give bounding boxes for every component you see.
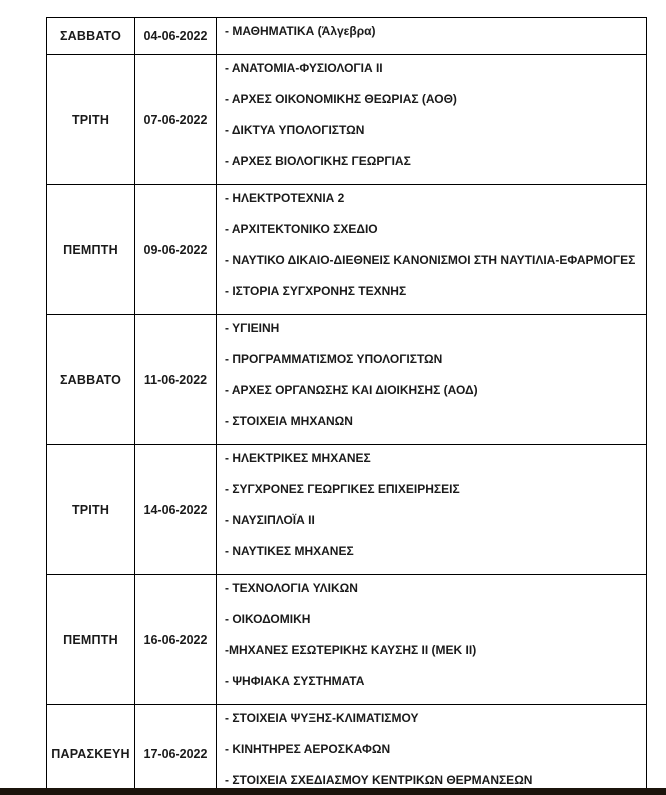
table-row (47, 575, 647, 705)
subjects-cell (217, 185, 647, 315)
subject-item: - ΑΡΧΙΤΕΚΤΟΝΙΚΟ ΣΧΕΔΙΟ (225, 222, 378, 236)
subject-item: - ΤΕΧΝΟΛΟΓΙΑ ΥΛΙΚΩΝ (225, 581, 358, 595)
subject-item: - ΟΙΚΟΔΟΜΙΚΗ (225, 612, 311, 626)
subject-item: - ΝΑΥΣΙΠΛΟΪΑ II (225, 513, 315, 527)
table-row (47, 445, 647, 575)
subject-item: - ΑΝΑΤΟΜΙΑ-ΦΥΣΙΟΛΟΓΙΑ II (225, 61, 383, 75)
subject-item: - ΣΤΟΙΧΕΙΑ ΜΗΧΑΝΩΝ (225, 414, 353, 428)
table-row (47, 705, 647, 795)
table-row (47, 55, 647, 185)
date-cell: 14-06-2022 (135, 445, 217, 575)
subject-item: - ΚΙΝΗΤΗΡΕΣ ΑΕΡΟΣΚΑΦΩΝ (225, 742, 391, 756)
table-row (47, 315, 647, 445)
table-row (47, 18, 647, 55)
day-cell: ΣΑΒΒΑΤΟ (47, 18, 135, 55)
subject-item: - ΔΙΚΤΥΑ ΥΠΟΛΟΓΙΣΤΩΝ (225, 123, 365, 137)
exam-schedule-body (47, 18, 647, 795)
subject-item: - ΠΡΟΓΡΑΜΜΑΤΙΣΜΟΣ ΥΠΟΛΟΓΙΣΤΩΝ (225, 352, 443, 366)
day-cell: ΠΑΡΑΣΚΕΥΗ (47, 705, 135, 795)
subjects-cell (217, 55, 647, 185)
subject-item: - ΣΤΟΙΧΕΙΑ ΨΥΞΗΣ-ΚΛΙΜΑΤΙΣΜΟΥ (225, 711, 419, 725)
page-bottom-bar (0, 788, 666, 795)
table-row (47, 185, 647, 315)
day-cell: ΠΕΜΠΤΗ (47, 185, 135, 315)
subject-item: -ΜΗΧΑΝΕΣ ΕΣΩΤΕΡΙΚΗΣ ΚΑΥΣΗΣ II (ΜΕΚ II) (225, 643, 477, 657)
day-cell: ΣΑΒΒΑΤΟ (47, 315, 135, 445)
subject-item: - ΥΓΙΕΙΝΗ (225, 321, 280, 335)
subject-item: - ΑΡΧΕΣ ΟΡΓΑΝΩΣΗΣ ΚΑΙ ΔΙΟΙΚΗΣΗΣ (ΑΟΔ) (225, 383, 478, 397)
subjects-cell (217, 445, 647, 575)
day-cell: ΤΡΙΤΗ (47, 55, 135, 185)
subject-item: - ΜΑΘΗΜΑΤΙΚΑ (Άλγεβρα) (225, 24, 376, 38)
subject-item: - ΑΡΧΕΣ ΟΙΚΟΝΟΜΙΚΗΣ ΘΕΩΡΙΑΣ (ΑΟΘ) (225, 92, 457, 106)
subjects-cell (217, 705, 647, 795)
subjects-cell (217, 575, 647, 705)
subject-item: - ΣΥΓΧΡΟΝΕΣ ΓΕΩΡΓΙΚΕΣ ΕΠΙΧΕΙΡΗΣΕΙΣ (225, 482, 460, 496)
date-cell: 11-06-2022 (135, 315, 217, 445)
subjects-cell (217, 18, 647, 55)
subject-item: - ΙΣΤΟΡΙΑ ΣΥΓΧΡΟΝΗΣ ΤΕΧΝΗΣ (225, 284, 407, 298)
date-cell: 07-06-2022 (135, 55, 217, 185)
day-cell: ΤΡΙΤΗ (47, 445, 135, 575)
day-cell: ΠΕΜΠΤΗ (47, 575, 135, 705)
date-cell: 17-06-2022 (135, 705, 217, 795)
subject-item: - ΨΗΦΙΑΚΑ ΣΥΣΤΗΜΑΤΑ (225, 674, 365, 688)
subject-item: - ΝΑΥΤΙΚΕΣ ΜΗΧΑΝΕΣ (225, 544, 354, 558)
date-cell: 04-06-2022 (135, 18, 217, 55)
subject-item: - ΗΛΕΚΤΡΙΚΕΣ ΜΗΧΑΝΕΣ (225, 451, 371, 465)
subject-item: - ΣΤΟΙΧΕΙΑ ΣΧΕΔΙΑΣΜΟΥ ΚΕΝΤΡΙΚΩΝ ΘΕΡΜΑΝΣΕΩΝ (225, 773, 533, 787)
subject-item: - ΑΡΧΕΣ ΒΙΟΛΟΓΙΚΗΣ ΓΕΩΡΓΙΑΣ (225, 154, 411, 168)
subject-item: - ΝΑΥΤΙΚΟ ΔΙΚΑΙΟ-ΔΙΕΘΝΕΙΣ ΚΑΝΟΝΙΣΜΟΙ ΣΤΗ ΝΑΥΤΙΛΙΑ-ΕΦΑΡΜΟΓΕΣ (225, 253, 636, 267)
date-cell: 16-06-2022 (135, 575, 217, 705)
subject-item: - ΗΛΕΚΤΡΟΤΕΧΝΙΑ 2 (225, 191, 345, 205)
exam-schedule-table (46, 17, 647, 795)
date-cell: 09-06-2022 (135, 185, 217, 315)
subjects-cell (217, 315, 647, 445)
